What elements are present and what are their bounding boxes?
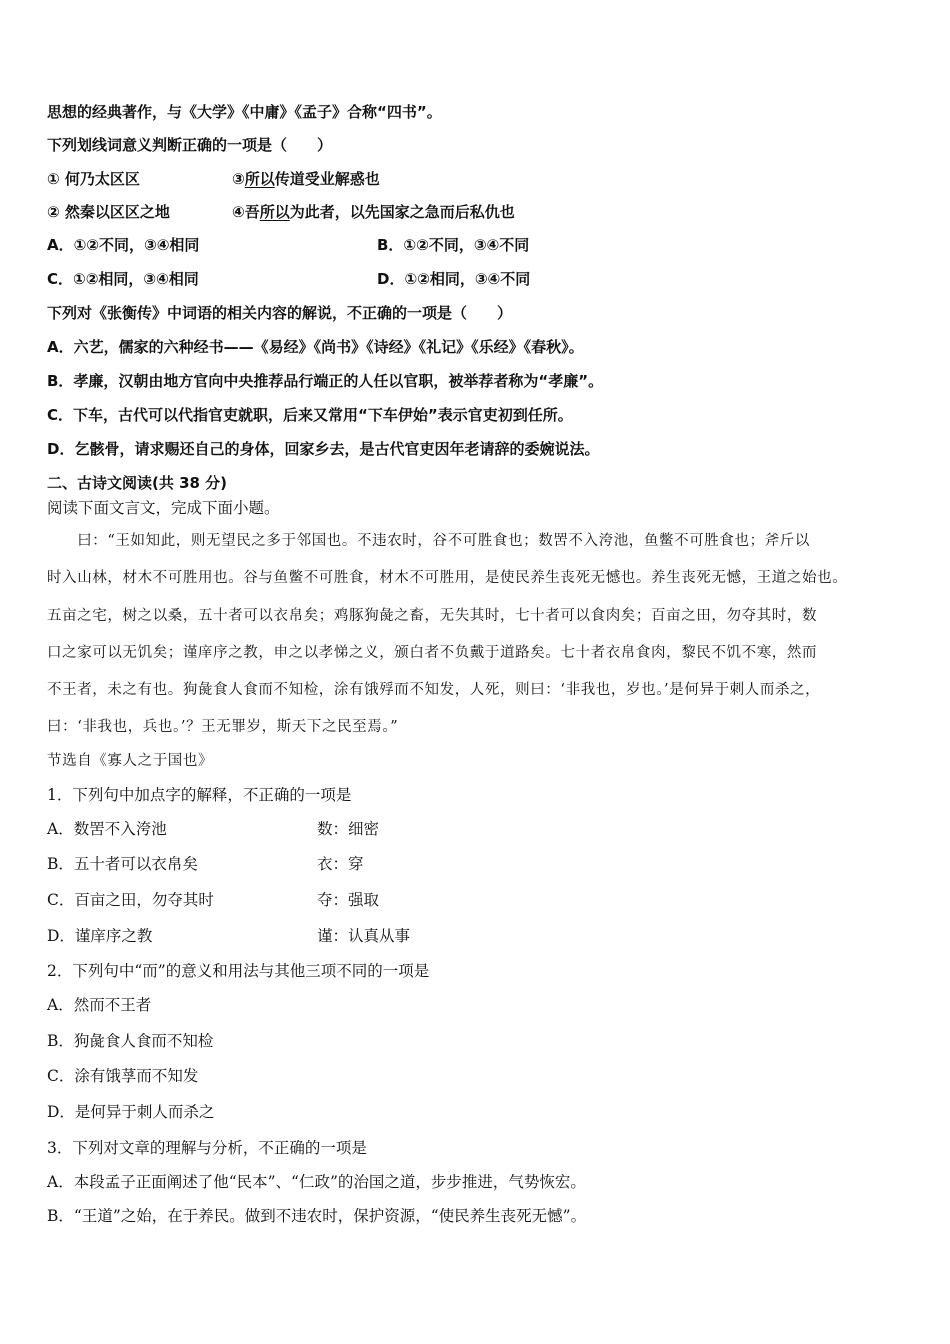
reading-instruction: 阅读下面文言文，完成下面小题。 xyxy=(47,499,280,517)
answer-b: B．①②不同，③④不同 xyxy=(377,236,530,254)
underlined-word: 所以 xyxy=(244,170,275,188)
q2-option-a: A．然而不王者 xyxy=(47,996,152,1014)
q1-option-c: C．百亩之田，勿夺其时 夺：强取 xyxy=(47,891,380,909)
zhangheng-option-a: A．六艺，儒家的六种经书——《易经》《尚书》《诗经》《礼记》《乐经》《春秋》。 xyxy=(47,338,584,356)
q2-option-c: C．涂有饿莩而不知发 xyxy=(47,1067,199,1085)
answer-c: C．①②相同，③④相同 xyxy=(47,270,199,288)
q1-option-b: B．五十者可以衣帛矣 衣：穿 xyxy=(47,855,364,873)
passage-line: 五亩之宅，树之以桑，五十者可以衣帛矣；鸡豚狗彘之畜，无失其时，七十者可以食肉矣；百亩之田，勿夺其时，数 xyxy=(47,608,818,624)
option-4: ④吾所以为此者，以先国家之急而后私仇也 xyxy=(232,203,515,221)
q1-gloss-c: 夺：强取 xyxy=(317,891,380,909)
option-row-2 xyxy=(47,202,515,222)
question-stem-underline: 下列划线词意义判断正确的一项是（ ） xyxy=(47,136,333,154)
zhangheng-option-b: B．孝廉，汉朝由地方官向中央推荐品行端正的人任以官职，被举荐者称为“孝廉”。 xyxy=(47,372,604,390)
passage-line: 不王者，未之有也。狗彘食人食而不知检，涂有饿殍而不知发，人死，则曰：‘非我也，岁也。’是何异于刺人而杀之， xyxy=(47,682,821,698)
q2-option-d: D．是何异于刺人而杀之 xyxy=(47,1103,215,1121)
passage-line: 曰：“王如知此，则无望民之多于邻国也。不违农时，谷不可胜食也；数罟不入洿池，鱼鳖不可胜食也；斧斤以 xyxy=(47,533,811,549)
q3-option-b: B．“王道”之始，在于养民。做到不违农时，保护资源，“使民养生丧死无憾”。 xyxy=(47,1207,587,1225)
q2-option-b: B．狗彘食人食而不知检 xyxy=(47,1032,214,1050)
passage-source: 节选自《寡人之于国也》 xyxy=(47,753,214,769)
text-line-intro: 思想的经典著作，与《大学》《中庸》《孟子》合称“四书”。 xyxy=(47,103,442,121)
q3-stem: 3．下列对文章的理解与分析，不正确的一项是 xyxy=(47,1139,367,1157)
answer-a: A．①②不同，③④相同 xyxy=(47,236,200,254)
zhangheng-option-d: D．乞骸骨，请求赐还自己的身体，回家乡去，是古代官吏因年老请辞的委婉说法。 xyxy=(47,440,600,458)
option-row-1 xyxy=(47,169,380,189)
option-3: ③所以传道受业解惑也 xyxy=(232,170,380,188)
q1-option-d: D．谨庠序之教 谨：认真从事 xyxy=(47,927,411,945)
q3-option-a: A．本段孟子正面阐述了他“民本”、“仁政”的治国之道，步步推进，气势恢宏。 xyxy=(47,1173,586,1191)
q2-stem: 2．下列句中“而”的意义和用法与其他三项不同的一项是 xyxy=(47,962,430,980)
q1-gloss-b: 衣：穿 xyxy=(317,855,364,873)
q1-stem: 1．下列句中加点字的解释，不正确的一项是 xyxy=(47,786,352,804)
question-stem-zhangheng: 下列对《张衡传》中词语的相关内容的解说，不正确的一项是（ ） xyxy=(47,304,513,322)
passage-line: 时入山林，材木不可胜用也。谷与鱼鳖不可胜食，材木不可胜用，是使民养生丧死无憾也。养生丧死无憾，王道之始也。 xyxy=(47,570,848,586)
passage-line: 曰：‘非我也，兵也。’？王无罪岁，斯天下之民至焉。” xyxy=(47,719,399,735)
answer-row-cd xyxy=(47,269,531,289)
option-1: ① 何乃太区区 xyxy=(47,170,140,188)
q1-option-a: A．数罟不入洿池 数：细密 xyxy=(47,820,380,838)
passage-line: 口之家可以无饥矣；谨庠序之教，申之以孝悌之义，颁白者不负戴于道路矣。七十者衣帛食肉，黎民不饥不寒，然而 xyxy=(47,645,818,661)
option-2: ② 然秦以区区之地 xyxy=(47,203,170,221)
underlined-word: 所以 xyxy=(259,203,290,221)
zhangheng-option-c: C．下车，古代可以代指官吏就职，后来又常用“下车伊始”表示官吏初到任所。 xyxy=(47,406,573,424)
q1-gloss-d: 谨：认真从事 xyxy=(317,927,411,945)
answer-row-ab xyxy=(47,235,530,255)
answer-d: D．①②相同，③④不同 xyxy=(377,270,531,288)
section-heading: 二、古诗文阅读(共 38 分) xyxy=(47,474,228,492)
q1-gloss-a: 数：细密 xyxy=(317,820,380,838)
